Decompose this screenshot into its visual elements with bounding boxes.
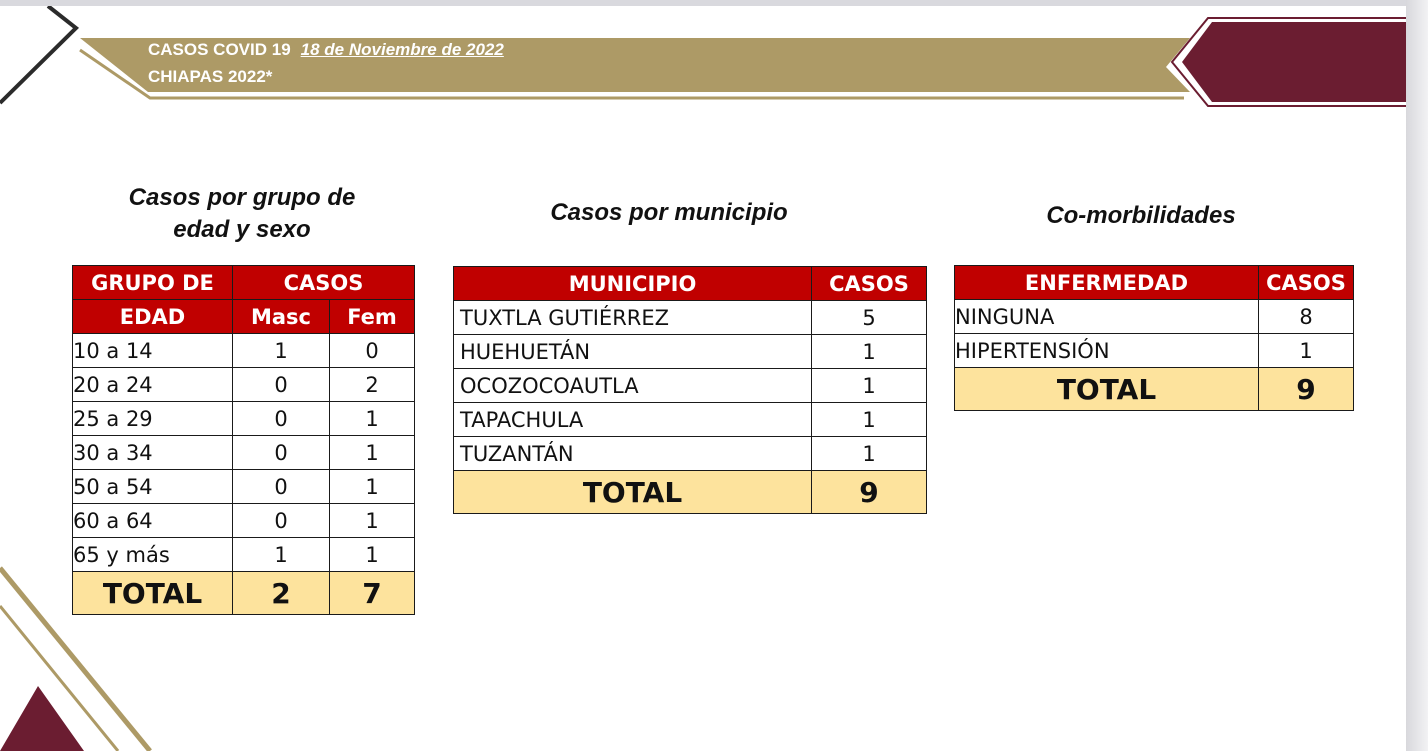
table-row [73,334,415,368]
header-title-line [148,40,504,60]
table-row [955,300,1354,334]
age-group-cell: 25 a 29 [73,402,233,436]
age-table-title-line1: Casos por grupo de [128,184,356,211]
fem-cell: 1 [330,538,415,572]
header-fem: Fem [330,300,415,334]
casos-cell: 1 [812,335,927,369]
corner-chevron [0,6,76,103]
masc-cell: 0 [233,504,330,538]
casos-cell: 8 [1259,300,1354,334]
total-label: TOTAL [73,572,233,615]
age-table-title [72,182,412,246]
header-enfermedad: ENFERMEDAD [955,266,1259,300]
table-row [73,538,415,572]
municipio-cell: TUXTLA GUTIÉRREZ [454,301,812,335]
header-group-line2: EDAD [73,300,233,334]
header-group-line1: GRUPO DE [73,266,233,300]
municipio-cell: TUZANTÁN [454,437,812,471]
table-row [73,368,415,402]
total-label: TOTAL [454,471,812,514]
age-group-cell: 60 a 64 [73,504,233,538]
total-fem: 7 [330,572,415,615]
fem-cell: 1 [330,436,415,470]
masc-cell: 0 [233,402,330,436]
age-group-cell: 20 a 24 [73,368,233,402]
header-subtitle: CHIAPAS 2022* [148,67,273,86]
table-row [454,301,927,335]
header-casos: CASOS [1259,266,1354,300]
header-title: CASOS COVID 19 [148,40,291,59]
masc-cell: 1 [233,538,330,572]
total-casos: 9 [812,471,927,514]
municipio-table-title: Casos por municipio [550,199,788,226]
municipio-table [453,266,927,514]
fem-cell: 1 [330,504,415,538]
masc-cell: 0 [233,470,330,504]
table-row [454,403,927,437]
casos-cell: 1 [812,403,927,437]
header-casos: CASOS [812,267,927,301]
total-label: TOTAL [955,368,1259,411]
total-row [454,471,927,514]
table-row [454,369,927,403]
casos-cell: 1 [1259,334,1354,368]
table-row [73,436,415,470]
age-group-cell: 30 a 34 [73,436,233,470]
total-casos: 9 [1259,368,1354,411]
comorb-table-title: Co-morbilidades [1046,202,1236,229]
page-edge-shadow [1406,0,1428,751]
casos-cell: 1 [812,437,927,471]
enfermedad-cell: NINGUNA [955,300,1259,334]
age-table-title-line2: edad y sexo [173,216,311,243]
masc-cell: 0 [233,368,330,402]
table-row [73,402,415,436]
age-group-cell: 50 a 54 [73,470,233,504]
table-row [454,437,927,471]
header-casos: CASOS [233,266,415,300]
maroon-block [1182,22,1406,102]
casos-cell: 1 [812,369,927,403]
municipio-cell: TAPACHULA [454,403,812,437]
table-row [73,504,415,538]
total-row [955,368,1354,411]
age-group-cell: 10 a 14 [73,334,233,368]
header-date: 18 de Noviembre de 2022 [300,40,504,59]
masc-cell: 1 [233,334,330,368]
header-municipio: MUNICIPIO [454,267,812,301]
header-masc: Masc [233,300,330,334]
total-masc: 2 [233,572,330,615]
fem-cell: 2 [330,368,415,402]
document-page [0,6,1406,751]
age-group-cell: 65 y más [73,538,233,572]
fem-cell: 0 [330,334,415,368]
table-row [73,470,415,504]
fem-cell: 1 [330,470,415,504]
comorbilidades-table [954,265,1354,411]
masc-cell: 0 [233,436,330,470]
municipio-cell: OCOZOCOAUTLA [454,369,812,403]
table-row [454,335,927,369]
casos-cell: 5 [812,301,927,335]
enfermedad-cell: HIPERTENSIÓN [955,334,1259,368]
fem-cell: 1 [330,402,415,436]
table-row [955,334,1354,368]
total-row [73,572,415,615]
municipio-cell: HUEHUETÁN [454,335,812,369]
age-sex-table [72,265,415,615]
